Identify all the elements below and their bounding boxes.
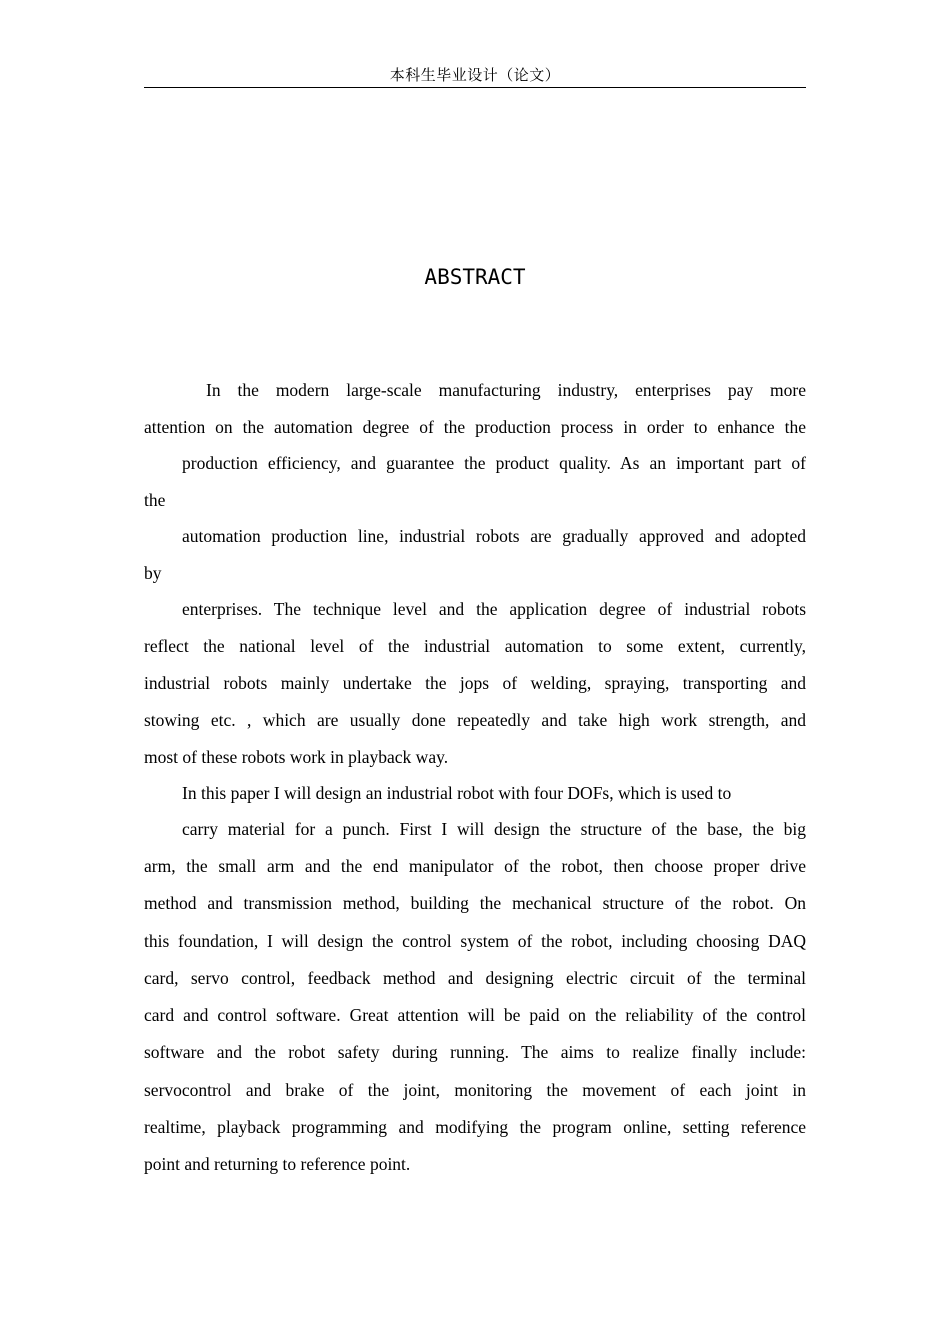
body-line: attention on the automation degree of the production process in order to enhance the <box>144 417 806 437</box>
body-line: production efficiency, and guarantee the product quality. As an important part of <box>182 453 806 473</box>
body-line: In this paper I will design an industrial robot with four DOFs, which is used to <box>182 783 732 803</box>
body-line: In the modern large-scale manufacturing industry, enterprises pay more <box>206 380 806 400</box>
body-line: carry material for a punch. First I will design the structure of the base, the big <box>182 819 806 839</box>
body-line: method and transmission method, building the mechanical structure of the robot. On <box>144 893 806 913</box>
header-text: 本科生毕业设计（论文） <box>389 66 561 84</box>
body-line: enterprises. The technique level and the application degree of industrial robots <box>182 599 806 619</box>
body-line: servocontrol and brake of the joint, monitoring the movement of each joint in <box>144 1080 806 1100</box>
abstract-title: ABSTRACT <box>424 265 526 289</box>
body-line: point and returning to reference point. <box>144 1154 411 1174</box>
body-line: by <box>144 563 162 583</box>
body-line: realtime, playback programming and modifying the program online, setting reference <box>144 1117 806 1137</box>
page-header <box>144 64 806 88</box>
body-line: the <box>144 490 166 510</box>
body-line: this foundation, I will design the control system of the robot, including choosing DAQ <box>144 931 806 951</box>
body-line: automation production line, industrial robots are gradually approved and adopted <box>182 526 806 546</box>
body-line: card, servo control, feedback method and designing electric circuit of the terminal <box>144 968 806 988</box>
body-line: reflect the national level of the industrial automation to some extent, currently, <box>144 636 806 656</box>
body-line: arm, the small arm and the end manipulator of the robot, then choose proper drive <box>144 856 806 876</box>
body-line: software and the robot safety during running. The aims to realize finally include: <box>144 1042 806 1062</box>
body-line: stowing etc. , which are usually done repeatedly and take high work strength, and <box>144 710 806 730</box>
body-line: industrial robots mainly undertake the jops of welding, spraying, transporting and <box>144 673 806 693</box>
body-line: most of these robots work in playback way. <box>144 747 449 767</box>
body-line: card and control software. Great attention will be paid on the reliability of the control <box>144 1005 806 1025</box>
